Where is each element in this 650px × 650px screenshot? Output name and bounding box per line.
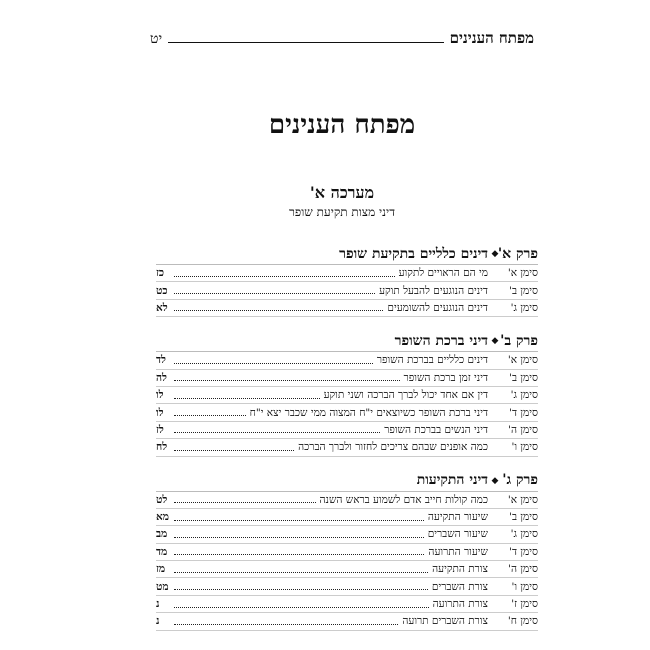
entry-title: דיני זמן ברכת השופר xyxy=(403,371,488,384)
toc-chapter xyxy=(156,244,538,317)
toc-entry[interactable] xyxy=(156,596,538,613)
entry-page-number: מב xyxy=(156,528,168,541)
entry-title: שיעור התקיעה xyxy=(427,511,488,524)
toc-entry[interactable] xyxy=(156,352,538,369)
dot-leader xyxy=(174,398,320,399)
entry-page-number: מט xyxy=(156,580,169,593)
entry-title: כמה אופנים שבהם צריכים לחזור ולברך הברכה xyxy=(298,441,488,454)
toc-entry[interactable] xyxy=(156,613,538,630)
dot-leader xyxy=(174,415,246,416)
entry-page-number: לה xyxy=(156,371,167,384)
toc-chapter xyxy=(156,471,538,631)
toc-entry[interactable] xyxy=(156,578,538,595)
dot-leader xyxy=(174,589,428,590)
entry-label: סימן ח' xyxy=(507,615,538,628)
entry-label: סימן ו' xyxy=(511,580,538,593)
toc-entry[interactable] xyxy=(156,387,538,404)
toc-entry[interactable] xyxy=(156,265,538,282)
entry-label: סימן ד' xyxy=(509,406,538,419)
toc-entry[interactable] xyxy=(156,370,538,387)
entry-label: סימן ה' xyxy=(508,563,538,576)
entry-page-number: נ xyxy=(156,615,160,628)
entry-label: סימן ב' xyxy=(509,511,538,524)
entry-title: צורת השברים תרועה xyxy=(402,615,488,628)
chapter-heading xyxy=(156,471,538,492)
entry-label: סימן ג' xyxy=(510,301,538,314)
entry-page-number: כז xyxy=(156,267,165,280)
toc-entry[interactable] xyxy=(156,282,538,299)
diamond-bullet-icon: ◆ xyxy=(491,475,499,486)
dot-leader xyxy=(174,450,294,451)
diamond-bullet-icon: ◆ xyxy=(491,336,499,347)
entry-title: דינים כלליים בברכת השופר xyxy=(376,354,488,367)
entry-label: סימן א' xyxy=(507,354,538,367)
table-of-contents xyxy=(156,244,538,645)
entry-page-number: לט xyxy=(156,493,168,506)
toc-entry[interactable] xyxy=(156,300,538,317)
dot-leader xyxy=(174,432,380,433)
entry-title: דיני ברכת השופר כשיוצאים י"ח המצוה ממי שכבר יצא י"ח xyxy=(249,406,488,419)
dot-leader xyxy=(174,537,424,538)
entry-page-number: נ xyxy=(156,598,160,611)
entry-label: סימן ה' xyxy=(508,423,538,436)
entry-title: צורת התרועה xyxy=(432,598,488,611)
entry-title: צורת השברים xyxy=(431,580,488,593)
entry-title: דיני הנשים בברכת השופר xyxy=(384,423,488,436)
entry-page-number: כט xyxy=(156,284,168,297)
entry-page-number: מא xyxy=(156,511,169,524)
entry-label: סימן ג' xyxy=(510,389,538,402)
entry-label: סימן ד' xyxy=(509,545,538,558)
running-header xyxy=(150,24,534,48)
dot-leader xyxy=(174,293,375,294)
chapter-heading xyxy=(156,244,538,265)
chapter-title: דיני ברכת השופר xyxy=(394,332,488,349)
dot-leader xyxy=(174,572,428,573)
entry-page-number: לו xyxy=(156,389,164,402)
entry-title: שיעור השברים xyxy=(427,528,488,541)
chapter-title: דינים כלליים בתקיעת שופר xyxy=(339,245,488,262)
entry-label: סימן ב' xyxy=(509,284,538,297)
dot-leader xyxy=(174,363,373,364)
entry-label: סימן א' xyxy=(507,267,538,280)
dot-leader xyxy=(174,624,398,625)
toc-entry[interactable] xyxy=(156,492,538,509)
chapter-label: פרק ב' xyxy=(500,332,538,349)
entry-page-number: מד xyxy=(156,545,168,558)
entry-label: סימן ז' xyxy=(511,598,538,611)
entry-label: סימן ג' xyxy=(510,528,538,541)
toc-entry[interactable] xyxy=(156,404,538,421)
division-subtitle: דיני מצות תקיעת שופר xyxy=(289,205,395,219)
entry-title: מי הם הראויים לתקוע xyxy=(398,267,488,280)
toc-entry[interactable] xyxy=(156,439,538,456)
entry-label: סימן ב' xyxy=(509,371,538,384)
dot-leader xyxy=(174,310,383,311)
chapter-label: פרק א' xyxy=(497,245,538,262)
entry-page-number: לז xyxy=(156,423,164,436)
header-rule xyxy=(168,42,443,43)
entry-title: צורת התקיעה xyxy=(432,563,488,576)
toc-chapter xyxy=(156,331,538,456)
running-header-title: מפתח הענינים xyxy=(449,29,534,47)
entry-label: סימן ו' xyxy=(511,441,538,454)
running-header-page-number: יט xyxy=(150,31,163,47)
division-title: מערכה א' xyxy=(309,183,375,202)
chapter-title: דיני התקיעות xyxy=(416,472,488,489)
diamond-bullet-icon: ◆ xyxy=(491,249,499,259)
dot-leader xyxy=(174,554,424,555)
dot-leader xyxy=(174,520,424,521)
entry-title: שיעור התרועה xyxy=(428,545,488,558)
chapter-label: פרק ג' xyxy=(502,472,538,489)
entry-title: דין אם אחד יכול לברך הברכה ושני תוקע xyxy=(323,389,488,402)
entry-page-number: מז xyxy=(156,563,166,576)
entry-page-number: לח xyxy=(156,441,168,454)
dot-leader xyxy=(174,276,395,277)
entry-title: דינים הנוגעים להבעל תוקע xyxy=(379,284,488,297)
dot-leader xyxy=(174,502,316,503)
toc-entry[interactable] xyxy=(156,422,538,439)
entry-page-number: לא xyxy=(156,301,168,314)
entry-page-number: לד xyxy=(156,354,166,367)
entry-title: דינים הנוגעים להשומעים xyxy=(387,301,488,314)
entry-label: סימן א' xyxy=(507,493,538,506)
entry-page-number: לו xyxy=(156,406,164,419)
toc-entry[interactable] xyxy=(156,526,538,543)
toc-entry[interactable] xyxy=(156,561,538,578)
page-title: מפתח הענינים xyxy=(268,110,416,140)
dot-leader xyxy=(174,607,429,608)
toc-entry[interactable] xyxy=(156,509,538,526)
entry-title: כמה קולות חייב אדם לשמוע בראש השנה xyxy=(319,493,488,506)
chapter-heading xyxy=(156,331,538,352)
dot-leader xyxy=(174,380,400,381)
toc-entry[interactable] xyxy=(156,544,538,561)
